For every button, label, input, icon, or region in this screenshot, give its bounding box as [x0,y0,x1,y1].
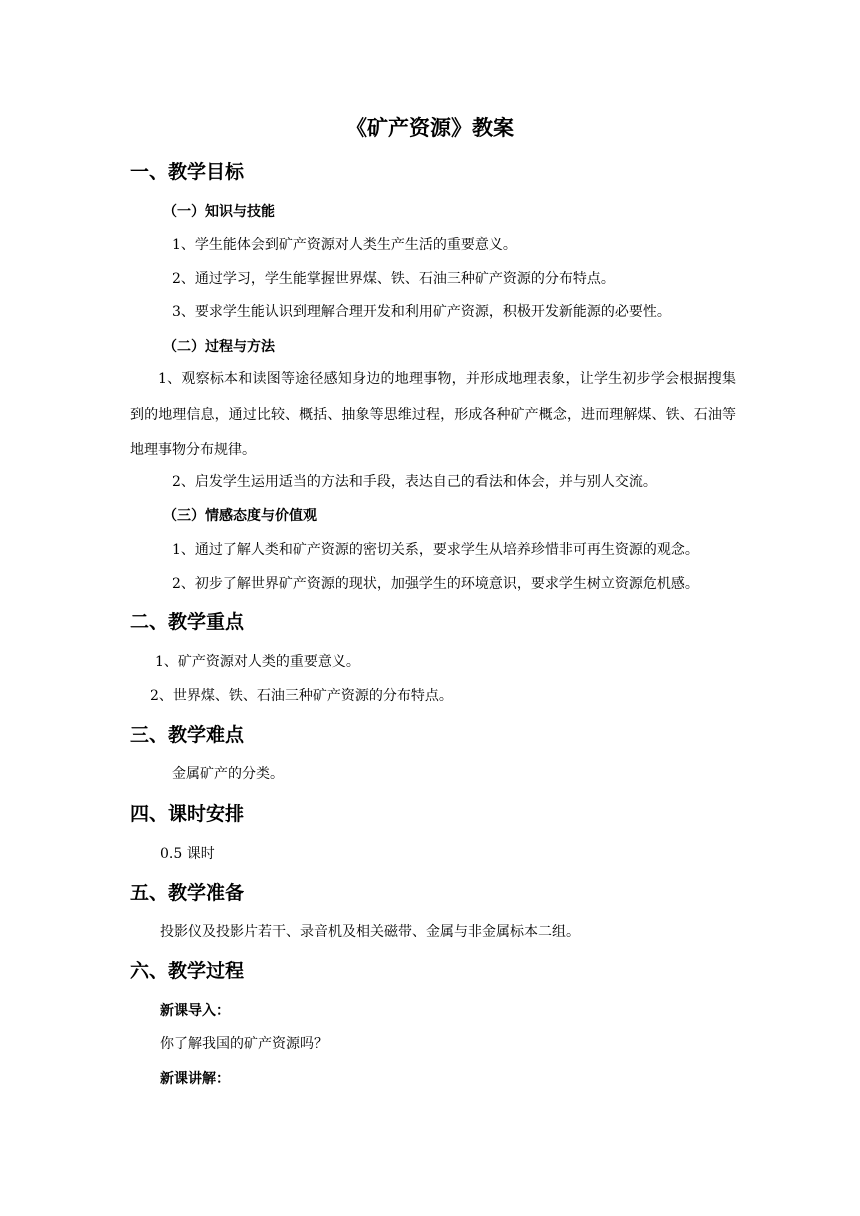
difficulty-text: 金属矿产的分类。 [172,766,284,782]
section-heading-difficulties: 三、教学难点 [130,724,245,746]
document-title: 《矿产资源》教案 [346,116,514,140]
attitude-item-2: 2、初步了解世界矿产资源的现状，加强学生的环境意识，要求学生树立资源危机感。 [172,576,699,592]
key-point-item-1: 1、矿产资源对人类的重要意义。 [155,654,360,670]
section-heading-key-points: 二、教学重点 [130,611,245,633]
schedule-text: 0.5 课时 [160,846,215,862]
preparation-text: 投影仪及投影片若干、录音机及相关磁带、金属与非金属标本二组。 [160,924,580,940]
section-heading-process: 六、教学过程 [130,960,245,982]
knowledge-item-1: 1、学生能体会到矿产资源对人类生产生活的重要意义。 [172,237,517,253]
subheading-attitudes-values: （三）情感态度与价值观 [163,508,317,524]
subheading-knowledge-skills: （一）知识与技能 [163,204,275,220]
section-heading-schedule: 四、课时安排 [130,803,245,825]
section-heading-preparation: 五、教学准备 [130,882,245,904]
key-point-item-2: 2、世界煤、铁、石油三种矿产资源的分布特点。 [150,688,453,704]
attitude-item-1: 1、通过了解人类和矿产资源的密切关系，要求学生从培养珍惜非可再生资源的观念。 [172,542,699,558]
process-item-2: 2、启发学生运用适当的方法和手段，表达自己的看法和体会，并与别人交流。 [172,474,657,490]
knowledge-item-3: 3、要求学生能认识到理解合理开发和利用矿产资源，积极开发新能源的必要性。 [172,304,671,320]
knowledge-item-2: 2、通过学习，学生能掌握世界煤、铁、石油三种矿产资源的分布特点。 [172,271,615,287]
section-heading-objectives: 一、教学目标 [130,161,245,183]
new-lesson-lecture-label: 新课讲解： [160,1071,230,1087]
new-lesson-intro-text: 你了解我国的矿产资源吗？ [160,1036,328,1052]
subheading-process-methods: （二）过程与方法 [163,339,275,355]
process-item-1: 1、观察标本和读图等途径感知身边的地理事物，并形成地理表象，让学生初步学会根据搜集到的地理信息，通过比较、概括、抽象等思维过程，形成各种矿产概念，进而理解煤、铁、石油等地理事物分布规律。 [130,371,736,458]
new-lesson-intro-label: 新课导入： [160,1003,230,1019]
